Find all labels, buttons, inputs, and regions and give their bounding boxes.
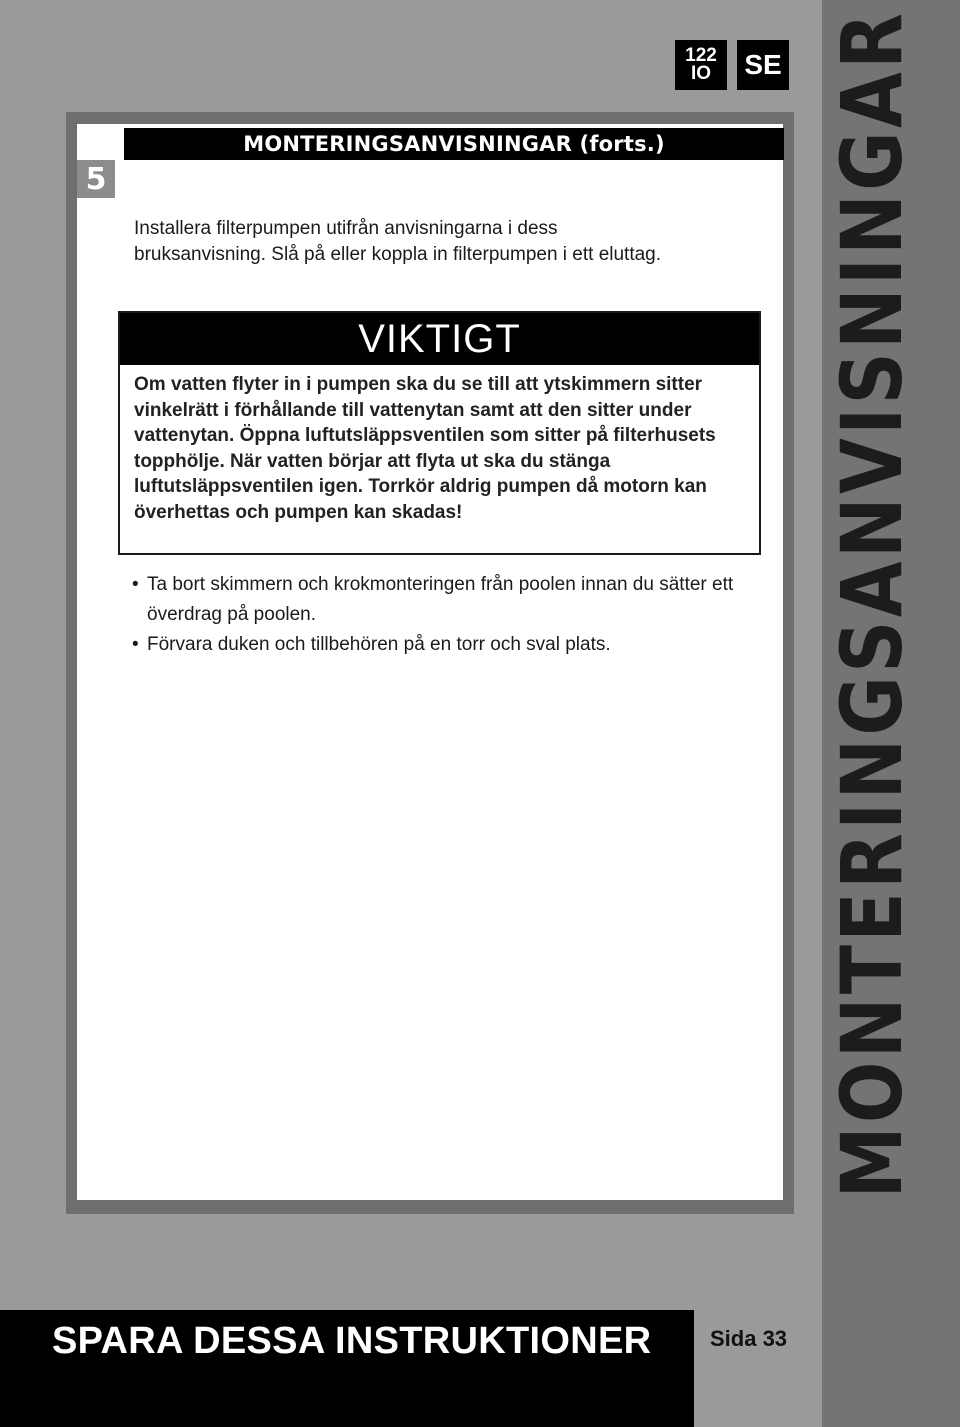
step-number: 5	[77, 160, 115, 198]
warning-text: Om vatten flyter in i pumpen ska du se till att ytskimmern sitter vinkelrätt i förhållande till vattenytan samt att den sitter under vattenytan. Öppna luftutsläppsventilen som sitter på filterhusets topphölje. När vatten börjar att flyta ut ska du stänga luftutsläppsventilen igen. Torrkör aldrig pumpen då motorn kan överhettas och pumpen kan skadas!	[134, 374, 716, 523]
warning-title: VIKTIGT	[120, 313, 759, 365]
bullet-list	[132, 570, 752, 660]
model-badge	[675, 40, 727, 90]
content-panel	[77, 124, 783, 1200]
model-badge-line1: 122	[685, 45, 717, 66]
language-badge: SE	[737, 40, 789, 90]
page-number: Sida 33	[710, 1326, 788, 1351]
vertical-section-title-text: MONTERINGSANVISNINGAR	[823, 9, 921, 1199]
intro-paragraph: Installera filterpumpen utifrån anvisningarna i dess bruksanvisning. Slå på eller koppla in filterpumpen i ett eluttag.	[134, 218, 662, 265]
section-title: MONTERINGSANVISNINGAR (forts.)	[124, 128, 784, 160]
warning-box	[118, 311, 761, 555]
footer-save-instructions: SPARA DESSA INSTRUKTIONER	[52, 1320, 652, 1362]
model-badge-line2: IO	[690, 63, 712, 84]
list-item: • Förvara duken och tillbehören på en torr och sval plats.	[132, 630, 752, 660]
list-item: • Ta bort skimmern och krokmonteringen från poolen innan du sätter ett överdrag på poolen.	[132, 570, 752, 630]
